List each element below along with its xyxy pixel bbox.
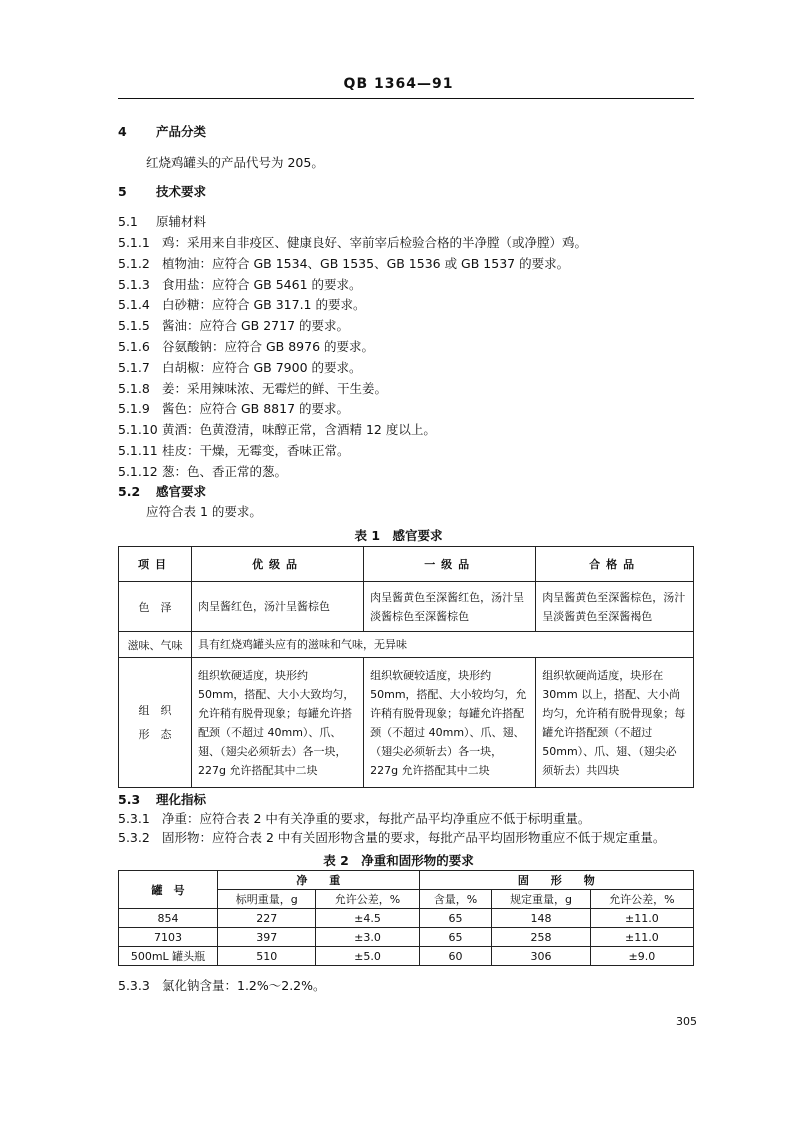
item-text: 黄酒：色黄澄清，味醇正常，含酒精 12 度以上。	[162, 422, 436, 438]
section-text: 固形物：应符合表 2 中有关固形物含量的要求，每批产品平均固形物重应不低于规定重量。	[162, 830, 666, 845]
item-text: 白砂糖：应符合 GB 317.1 的要求。	[162, 297, 366, 313]
subheader-specified-weight: 规定重量，g	[492, 890, 590, 909]
subheader-tolerance: 允许公差，%	[590, 890, 693, 909]
cell-can: 500mL 罐头瓶	[119, 947, 218, 966]
table-row-texture	[119, 658, 694, 788]
material-item	[118, 256, 569, 272]
section-number: 5.3.2	[118, 830, 150, 845]
cell: 306	[492, 947, 590, 966]
item-text: 谷氨酸钠：应符合 GB 8976 的要求。	[162, 339, 374, 354]
row-label: 滋味、气味	[119, 632, 192, 658]
table-header-row	[119, 547, 694, 582]
page-number: 305	[676, 1015, 697, 1028]
cell: ±11.0	[590, 928, 693, 947]
cell: ±11.0	[590, 909, 693, 928]
material-item	[118, 297, 365, 313]
cell-can: 854	[119, 909, 218, 928]
section-title: 产品分类	[156, 124, 207, 139]
section-text: 氯化钠含量：1.2%～2.2%。	[162, 978, 326, 993]
cell: ±4.5	[316, 909, 419, 928]
material-item	[118, 235, 587, 251]
item-number: 5.1.9	[118, 401, 150, 417]
section-5-1-heading	[118, 214, 206, 230]
header-premium: 优级品	[192, 547, 364, 582]
cell-premium: 肉呈酱红色，汤汁呈酱棕色	[192, 582, 364, 632]
item-number: 5.1.10	[118, 422, 158, 438]
section-title: 原辅材料	[156, 214, 207, 229]
cell: 65	[419, 909, 492, 928]
section-5-3-3	[118, 978, 326, 994]
item-text: 鸡：采用来自非疫区、健康良好、宰前宰后检验合格的半净膛（或净膛）鸡。	[162, 235, 588, 250]
section-5-2-heading	[118, 484, 206, 500]
subheader-content: 含量，%	[419, 890, 492, 909]
material-item	[118, 443, 350, 459]
header-rule	[118, 98, 694, 99]
item-number: 5.1.4	[118, 297, 150, 313]
section-number: 4	[118, 124, 127, 139]
cell: 227	[218, 909, 316, 928]
cell-can: 7103	[119, 928, 218, 947]
cell: 397	[218, 928, 316, 947]
section-4-heading	[118, 124, 206, 140]
cell: 65	[419, 928, 492, 947]
row-label: 组 织 形 态	[119, 658, 192, 788]
cell-qualified: 肉呈酱黄色至深酱棕色，汤汁呈淡酱黄色至深酱褐色	[536, 582, 694, 632]
section-5-heading	[118, 184, 206, 200]
section-5-2-text: 应符合表 1 的要求。	[146, 504, 262, 519]
header-item: 项目	[119, 547, 192, 582]
table-2-caption: 表 2 净重和固形物的要求	[323, 853, 474, 868]
material-item	[118, 339, 374, 355]
item-number: 5.1.12	[118, 463, 158, 479]
cell: 258	[492, 928, 590, 947]
table-row-taste	[119, 632, 694, 658]
item-text: 食用盐：应符合 GB 5461 的要求。	[162, 276, 362, 292]
section-title: 技术要求	[156, 184, 207, 199]
item-text: 酱色：应符合 GB 8817 的要求。	[162, 401, 349, 417]
section-number: 5.3.1	[118, 811, 150, 826]
section-number: 5.2	[118, 484, 141, 499]
material-item	[118, 422, 436, 438]
cell: 60	[419, 947, 492, 966]
section-5-3-heading	[118, 792, 206, 808]
cell: ±3.0	[316, 928, 419, 947]
item-text: 白胡椒：应符合 GB 7900 的要求。	[162, 359, 362, 375]
cell-first-grade: 肉呈酱黄色至深酱红色，汤汁呈淡酱棕色至深酱棕色	[364, 582, 536, 632]
cell: ±5.0	[316, 947, 419, 966]
table-row	[119, 928, 694, 947]
item-text: 葱：色、香正常的葱。	[162, 463, 288, 479]
material-item	[118, 401, 349, 417]
item-number: 5.1.6	[118, 339, 150, 354]
header-solids: 固 形 物	[419, 871, 693, 890]
item-text: 桂皮：干燥，无霉变，香味正常。	[162, 443, 350, 458]
header-can-number: 罐 号	[119, 871, 218, 909]
cell-premium: 组织软硬适度，块形约 50mm，搭配、大小大致均匀，允许稍有脱骨现象；每罐允许搭配颈（不超过 40mm）、爪、翅、（翅尖必须斩去）各一块，227g 允许搭配其中二块	[192, 658, 364, 788]
table-2-net-weight	[118, 870, 694, 966]
section-4-text: 红烧鸡罐头的产品代号为 205。	[146, 155, 324, 170]
header-qualified: 合格品	[536, 547, 694, 582]
table-row-color	[119, 582, 694, 632]
cell-qualified: 组织软硬尚适度，块形在 30mm 以上，搭配、大小尚均匀，允许稍有脱骨现象；每罐允许搭配颈（不超过 50mm）、爪、翅、（翅尖必须斩去）共四块	[536, 658, 694, 788]
item-number: 5.1.3	[118, 276, 150, 292]
cell-first-grade: 组织软硬较适度，块形约 50mm，搭配、大小较均匀，允许稍有脱骨现象；每罐允许搭配颈（不超过 40mm）、爪、翅、（翅尖必须斩去）各一块，227g 允许搭配其中二块	[364, 658, 536, 788]
material-item	[118, 277, 362, 293]
section-5-3-2	[118, 830, 665, 846]
material-item	[118, 318, 349, 334]
item-text: 姜：采用辣味浓、无霉烂的鲜、干生姜。	[162, 380, 388, 396]
material-item	[118, 360, 362, 376]
section-number: 5.3.3	[118, 978, 150, 993]
item-number: 5.1.1	[118, 235, 150, 250]
material-item	[118, 381, 387, 397]
section-number: 5.3	[118, 792, 141, 807]
table-1-caption: 表 1 感官要求	[354, 528, 443, 543]
cell: 148	[492, 909, 590, 928]
cell: ±9.0	[590, 947, 693, 966]
item-number: 5.1.8	[118, 380, 150, 396]
header-net-weight: 净 重	[218, 871, 420, 890]
material-item	[118, 464, 287, 480]
cell: 510	[218, 947, 316, 966]
section-number: 5	[118, 184, 127, 199]
cell-all-grades: 具有红烧鸡罐头应有的滋味和气味，无异味	[192, 632, 694, 658]
item-number: 5.1.5	[118, 318, 150, 334]
section-title: 理化指标	[156, 792, 207, 807]
table-row	[119, 947, 694, 966]
item-number: 5.1.11	[118, 443, 158, 458]
header-first-grade: 一级品	[364, 547, 536, 582]
section-5-3-1	[118, 811, 590, 827]
item-number: 5.1.7	[118, 359, 150, 375]
item-text: 植物油：应符合 GB 1534、GB 1535、GB 1536 或 GB 1537 的要求。	[162, 255, 570, 271]
row-label: 色 泽	[119, 582, 192, 632]
section-number: 5.1	[118, 214, 138, 229]
section-title: 感官要求	[156, 484, 207, 499]
item-text: 酱油：应符合 GB 2717 的要求。	[162, 318, 349, 334]
subheader-labeled-weight: 标明重量，g	[218, 890, 316, 909]
table-header-row	[119, 871, 694, 890]
table-row	[119, 909, 694, 928]
table-1-sensory	[118, 546, 694, 788]
section-text: 净重：应符合表 2 中有关净重的要求，每批产品平均净重应不低于标明重量。	[162, 811, 591, 826]
item-number: 5.1.2	[118, 255, 150, 271]
subheader-tolerance: 允许公差，%	[316, 890, 419, 909]
standard-code: QB 1364—91	[343, 76, 454, 92]
